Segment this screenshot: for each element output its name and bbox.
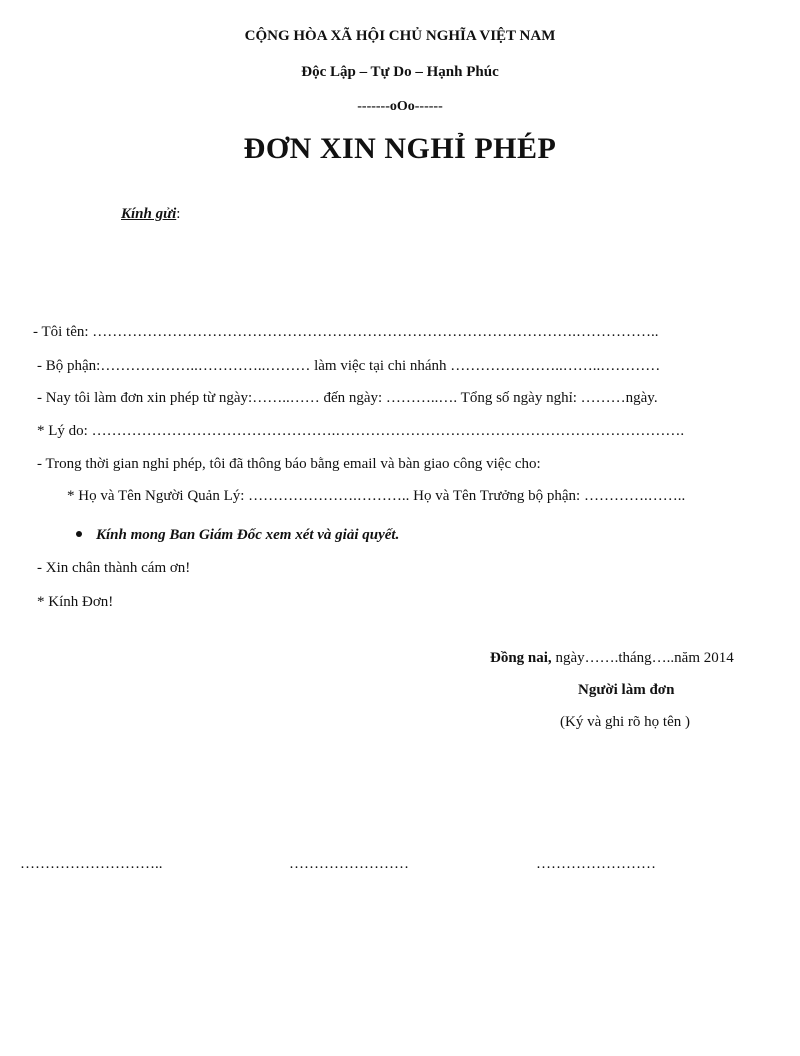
handover-line: - Trong thời gian nghỉ phép, tôi đã thông báo bằng email và bàn giao công việc cho: [37,456,541,472]
date: ngày…….tháng…..năm 2014 [551,650,734,666]
signature-line-1: ……………………….. [20,856,163,872]
thanks-line: - Xin chân thành cám ơn! [37,560,191,576]
document-title: ĐƠN XIN NGHỈ PHÉP [243,132,557,165]
closing-line: * Kính Đơn! [37,594,114,610]
place-date [490,650,734,667]
header-divider: -------oOo------ [357,99,443,114]
leave-request-field: - Nay tôi làm đơn xin phép từ ngày:……..…… đến ngày: ………..…. Tổng số ngày nghỉ: ………ngày. [37,390,658,406]
reason-field: * Lý do: ………………………………………….……………………………………………………………. [37,423,685,439]
request-note [76,527,399,544]
name-field: - Tôi tên: …………………………………………………………………………………….…………….. [33,324,659,340]
signer-title: Người làm đơn [578,682,675,698]
motto: Độc Lập – Tự Do – Hạnh Phúc [301,64,499,80]
signature-line-3: …………………… [536,856,656,872]
signature-line-2: …………………… [289,856,409,872]
recipient-label: Kính gửi [121,206,177,222]
country-heading: CỘNG HÒA XÃ HỘI CHỦ NGHĨA VIỆT NAM [244,28,556,44]
department-field: - Bộ phận:………………..…………..……… làm việc tại chi nhánh …………………..……..………… [37,358,661,374]
recipient-line [121,206,180,223]
location: Đồng nai, [490,650,552,666]
bullet-icon [76,531,82,537]
request-note-text: Kính mong Ban Giám Đốc xem xét và giải quyết. [96,527,400,543]
managers-field: * Họ và Tên Người Quản Lý: ………………….……….. Họ và Tên Trưởng bộ phận: ………….…….. [67,488,686,504]
recipient-colon: : [176,206,181,222]
signature-instruction: (Ký và ghi rõ họ tên ) [560,714,690,730]
